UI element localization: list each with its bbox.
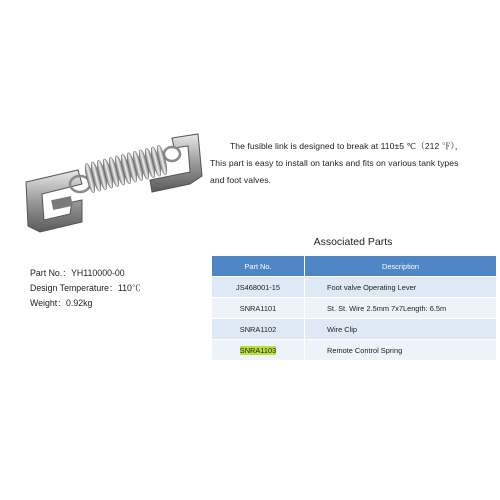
product-description bbox=[210, 138, 495, 189]
product-specs bbox=[30, 266, 141, 311]
description-line-2: This part is easy to install on tanks and fits on various tank types bbox=[210, 158, 459, 168]
table-row bbox=[212, 277, 497, 298]
highlighted-part-no: SNRA1103 bbox=[239, 345, 277, 355]
description-cell: Foot valve Operating Lever bbox=[305, 277, 497, 298]
spec-part-no: Part No.：YH110000-00 bbox=[30, 268, 125, 278]
table-row bbox=[212, 298, 497, 319]
description-line-1: The fusible link is designed to break at 110±5 ℃（212 ℉）， bbox=[230, 141, 464, 151]
spec-weight: Weight：0.92kg bbox=[30, 298, 93, 308]
description-cell: Remote Control Spring bbox=[305, 340, 497, 361]
part-no-cell: SNRA1102 bbox=[212, 319, 305, 340]
table-row bbox=[212, 319, 497, 340]
description-line-3: and foot valves. bbox=[210, 175, 271, 185]
part-no-cell: SNRA1101 bbox=[212, 298, 305, 319]
associated-parts-title: Associated Parts bbox=[313, 236, 393, 248]
fusible-link-image bbox=[22, 132, 208, 236]
header-part-no: Part No. bbox=[212, 256, 305, 277]
part-no-cell: JS468001-15 bbox=[212, 277, 305, 298]
header-description: Description bbox=[305, 256, 497, 277]
table-header-row bbox=[212, 256, 497, 277]
table-row bbox=[212, 340, 497, 361]
spec-design-temp: Design Temperature：110℃ bbox=[30, 283, 141, 293]
description-cell: Wire Clip bbox=[305, 319, 497, 340]
associated-parts-table bbox=[211, 255, 497, 361]
part-no-cell bbox=[212, 340, 305, 361]
description-cell: St. St. Wire 2.5mm 7x7Length: 6.5m bbox=[305, 298, 497, 319]
